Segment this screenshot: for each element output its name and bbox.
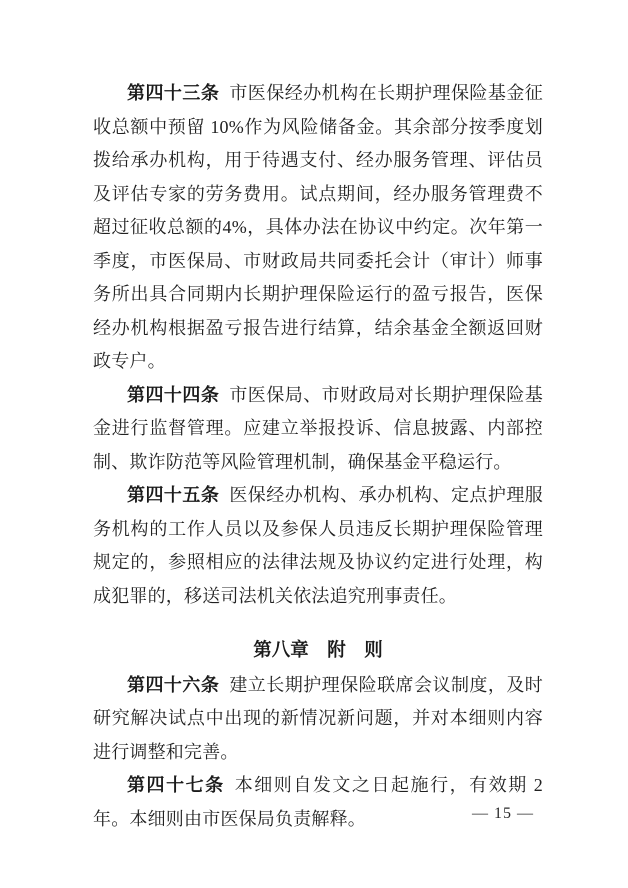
article-43-text: 市医保经办机构在长期护理保险基金征收总额中预留 10%作为风险储备金。其余部分按季度划拨给承办机构，用于待遇支付、经办服务管理、评估员及评估专家的劳务费用。试点期间，经办服务管理费不超过征收总额的4%，具体办法在协议中约定。次年第一季度，市医保局、市财政局共同委托会计（审计）师事务所出具合同期内长期护理保险运行的盈亏报告，医保经办机构根据盈亏报告进行结算，结余基金全额返回财政专户。: [93, 83, 544, 371]
article-46-number: 第四十六条: [127, 674, 220, 695]
article-44-number: 第四十四条: [127, 384, 220, 405]
article-47-paragraph: [93, 769, 543, 836]
article-45-number: 第四十五条: [127, 485, 220, 505]
article-44-paragraph: [93, 379, 543, 480]
page-number: — 15 —: [472, 805, 534, 822]
chapter-heading: 第八章 附 则: [253, 641, 383, 661]
article-45-paragraph: [93, 479, 543, 613]
article-47-text: 本细则自发文之日起施行，有效期 2 年。本细则由市医保局负责解释。: [93, 775, 544, 829]
article-47-number: 第四十七条: [127, 775, 225, 795]
article-46-paragraph: [93, 669, 543, 770]
article-43-number: 第四十三条: [127, 83, 220, 103]
article-45-text: 医保经办机构、承办机构、定点护理服务机构的工作人员以及参保人员违反长期护理保险管理规定的，参照相应的法律法规及协议约定进行处理，构成犯罪的，移送司法机关依法追究刑事责任。: [93, 485, 544, 606]
document-body: [93, 77, 543, 836]
article-43-paragraph: [93, 77, 543, 379]
article-44-text: 市医保局、市财政局对长期护理保险基金进行监督管理。应建立举报投诉、信息披露、内部控制、欺诈防范等风险管理机制，确保基金平稳运行。: [93, 384, 544, 472]
article-46-text: 建立长期护理保险联席会议制度，及时研究解决试点中出现的新情况新问题，并对本细则内容进行调整和完善。: [93, 674, 544, 762]
